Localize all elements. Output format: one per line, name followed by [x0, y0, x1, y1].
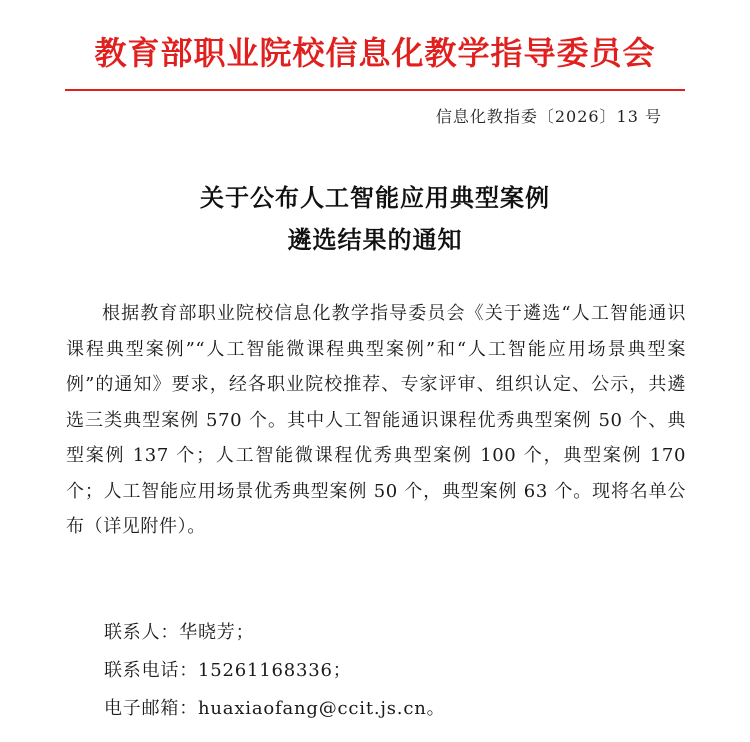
body-paragraph: 根据教育部职业院校信息化教学指导委员会《关于遴选“人工智能通识课程典型案例”“人工智能微课程典型案例”和“人工智能应用场景典型案例”的通知》要求，经各职业院校推荐、专家评审、组织认定、公示，共遴选三类典型案例 570 个。其中人工智能通识课程优秀典型案例 50 个、典型案例 137 个；人工智能微课程优秀典型案例 100 个，典型案例 170 个；人工智能应用场景优秀典型案例 50 个，典型案例 63 个。现将名单公布（详见附件）。 — [66, 303, 686, 537]
header-divider — [65, 89, 685, 91]
document-title-line-2: 遴选结果的通知 — [287, 225, 463, 254]
organization-header: 教育部职业院校信息化教学指导委员会 — [94, 34, 656, 72]
contact-email: 电子邮箱：huaxiaofang@ccit.js.cn。 — [104, 698, 446, 719]
contact-phone: 联系电话：15261168336； — [104, 660, 352, 681]
document-title-line-1: 关于公布人工智能应用典型案例 — [200, 183, 550, 212]
document-number: 信息化教指委〔2026〕13 号 — [435, 107, 662, 126]
contact-person: 联系人：华晓芳； — [104, 622, 255, 643]
